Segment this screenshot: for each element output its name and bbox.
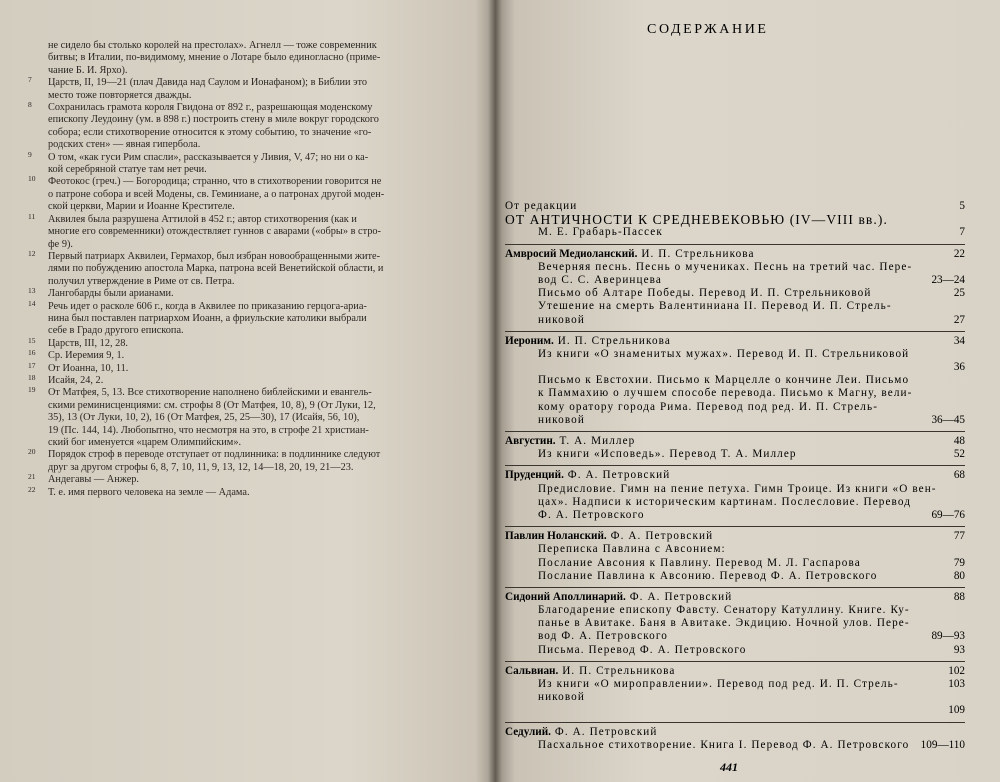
toc-entry-title: ОТ АНТИЧНОСТИ К СРЕДНЕВЕКОВЬЮ (IV—VIII вв.). <box>505 212 888 228</box>
toc-entry <box>505 374 965 387</box>
toc-page-number: 77 <box>953 530 965 543</box>
toc-entry-title: И. П. Стрельникова <box>553 334 671 347</box>
toc-entry-text <box>538 287 871 300</box>
toc-entry <box>505 570 965 583</box>
footnote <box>26 360 466 375</box>
toc-entry-title: От редакции <box>505 200 578 212</box>
toc-entry-text <box>538 226 663 239</box>
footnote <box>26 77 466 102</box>
toc-entry-text <box>505 591 732 604</box>
page-number: 441 <box>720 760 738 774</box>
toc-entry-text <box>505 248 755 261</box>
toc-entry-text <box>538 604 910 617</box>
toc-entry-title: панье в Авитаке. Баня в Авитаке. Экдицию. Ночной улов. Пере- <box>538 617 910 630</box>
section-divider <box>505 722 965 723</box>
footnote-line: себе в Градо другого епископа. <box>48 325 184 337</box>
toc-entry-text <box>538 261 912 274</box>
footnote-number: 21 <box>28 472 36 482</box>
toc-entry <box>505 557 965 570</box>
footnote-line: От Матфея, 5, 13. Все стихотворение наполнено библейскими и евангель- <box>48 387 372 399</box>
toc-page-number: 109 <box>948 704 965 717</box>
toc-entry <box>505 678 965 691</box>
footnote-number: 20 <box>28 447 36 457</box>
section-divider <box>505 661 965 662</box>
toc-author-name: Августин. <box>505 435 556 447</box>
footnote-number: 12 <box>28 248 36 258</box>
footnote-number: 14 <box>28 298 36 308</box>
footnote-number: 22 <box>28 484 36 494</box>
footnote-line: Феотокос (греч.) — Богородица; странно, что в стихотворении говорится не <box>48 176 382 188</box>
toc-author-name: Пруденций. <box>505 469 564 482</box>
footnote-line: собора; если стихотворение относится к этому событию, то значение «го- <box>48 126 372 138</box>
footnote-line: Лангобарды были арианами. <box>48 288 174 300</box>
book-gutter <box>488 0 502 782</box>
toc-entry <box>505 226 965 239</box>
toc-entry <box>505 543 965 556</box>
footnote-number: 10 <box>28 174 36 184</box>
toc-page-number: 27 <box>953 313 965 326</box>
toc-entry <box>505 300 965 313</box>
toc-page-number: 79 <box>953 556 965 569</box>
section-divider <box>505 431 965 432</box>
footnote-line: О том, «как гуси Рим спасли», рассказывается у Ливия, V, 47; но ни о ка- <box>48 151 369 163</box>
footnote <box>26 372 466 387</box>
toc-entry-title: Послание Павлина к Авсонию. Перевод Ф. А. Петровского <box>538 569 878 582</box>
toc-entry <box>505 335 965 348</box>
footnote-number: 19 <box>28 385 36 395</box>
toc-entry <box>505 530 965 543</box>
toc-entry-title: вод С. С. Аверинцева <box>538 273 662 286</box>
toc-entry-title: никовой <box>538 413 585 426</box>
toc-entry-text <box>538 387 912 400</box>
footnote <box>26 387 466 449</box>
toc-author-name: Амвросий Медиоланский. <box>505 247 638 260</box>
footnote-line: нина был поставлен патриархом Иоанн, а фриульские католики выбрали <box>48 312 367 324</box>
toc-entry-title: к Паммахию о лучшем способе перевода. Письмо к Магну, вели- <box>538 387 913 400</box>
toc-entry <box>505 387 965 400</box>
toc-page-number: 25 <box>953 287 965 300</box>
footnote-number: 15 <box>28 335 36 345</box>
toc-page-number: 88 <box>953 590 965 603</box>
section-divider <box>505 244 965 245</box>
toc-entry-text <box>538 509 645 522</box>
footnote-line: битвы; в Италии, по-видимому, мнение о Лотаре было единогласно (приме- <box>48 52 381 64</box>
footnote <box>26 149 466 177</box>
toc-entry <box>505 469 965 482</box>
toc-author-name: Павлин Ноланский. <box>505 530 607 543</box>
footnote-line: Первый патриарх Аквилеи, Гермахор, был избран новообращенными жите- <box>48 250 381 262</box>
toc-entry-title: Ф. А. Петровский <box>563 469 671 482</box>
toc-entry-title: Послание Авсония к Павлину. Перевод М. Л. Гаспарова <box>538 556 861 569</box>
footnote-line: Порядок строф в переводе отступает от подлинника: в подлиннике следуют <box>48 449 381 461</box>
toc-entry <box>505 361 965 374</box>
footnote <box>26 40 466 77</box>
contents-heading: СОДЕРЖАНИЕ <box>647 22 769 37</box>
toc-entry-text <box>505 530 713 543</box>
toc-entry-text <box>538 496 911 509</box>
footnote-line: друг за другом строфы 6, 8, 7, 10, 11, 9, 13, 12, 14—18, 20, 19, 21—23. <box>48 461 354 473</box>
toc-entry-title: Утешение на смерть Валентиниана II. Перевод И. П. Стрель- <box>538 300 892 313</box>
footnote <box>26 176 466 213</box>
toc-page-number: 52 <box>953 448 965 461</box>
section-divider <box>505 526 965 527</box>
section-divider <box>505 587 965 588</box>
toc-entry <box>505 496 965 509</box>
section-divider <box>505 331 965 332</box>
toc-author-name: Иероним. <box>505 334 554 347</box>
toc-entry-title: Из книги «Исповедь». Перевод Т. А. Миллер <box>538 448 797 461</box>
footnote-line: ской церкви, Марии и Иоанне Крестителе. <box>48 201 235 213</box>
toc-entry-title: Т. А. Миллер <box>555 435 636 447</box>
toc-entry-title: никовой <box>538 691 585 704</box>
footnote-number: 17 <box>28 360 36 370</box>
toc-entry-title: Благодарение епископу Фавсту. Сенатору Катуллину. Книге. Ку- <box>538 604 910 617</box>
toc-entry-text <box>538 630 668 643</box>
toc-page-number: 36—45 <box>931 413 965 426</box>
footnote-line: 35), 13 (От Луки, 10, 2), 16 (От Матфея, 25, 25—30), 17 (Исайя, 56, 10), <box>48 412 360 424</box>
toc-entry-text <box>505 435 635 448</box>
footnote-number: 18 <box>28 372 36 382</box>
toc-page-number: 103 <box>948 678 965 690</box>
toc-entry-title: И. П. Стрельникова <box>637 247 755 260</box>
left-page <box>0 0 495 782</box>
footnote-line: лями по побуждению апостола Марка, патрона всей Венетийской области, и <box>48 263 384 275</box>
footnote-number: 9 <box>28 149 32 159</box>
toc-entry <box>505 604 965 617</box>
footnote-line: Сохранилась грамота короля Гвидона от 892 г., разрешающая моденскому <box>48 102 373 114</box>
footnote-line: Т. е. имя первого человека на земле — Адама. <box>48 486 250 498</box>
toc-entry-title: никовой <box>538 313 585 326</box>
toc-entry-text <box>505 335 671 348</box>
toc-entry-text <box>538 348 909 361</box>
toc-entry <box>505 617 965 630</box>
toc-entry-text <box>538 557 861 570</box>
footnote-line: чание Б. И. Ярхо). <box>48 64 128 76</box>
toc-entry <box>505 691 965 704</box>
footnote <box>26 288 466 300</box>
toc-page-number: 22 <box>953 247 965 260</box>
toc-page-number: 68 <box>953 469 965 482</box>
toc-entry-text <box>538 274 662 287</box>
toc-entry-text <box>538 314 585 327</box>
toc-entry-title: М. Е. Грабарь-Пассек <box>538 226 663 239</box>
footnote-line: Царств, II, 19—21 (плач Давида над Саулом и Ионафаном); в Библии это <box>48 77 368 89</box>
toc-entry <box>505 630 965 643</box>
toc-entry-title: Ф. А. Петровский <box>625 590 733 603</box>
footnote-line: кой серебряной статуе там нет речи. <box>48 164 207 176</box>
footnote-line: Исайя, 24, 2. <box>48 374 104 386</box>
toc-entry-title: Письмо об Алтаре Победы. Перевод И. П. Стрельниковой <box>538 287 872 300</box>
footnote-number: 13 <box>28 286 36 296</box>
toc-entry-title: Ф. А. Петровский <box>550 725 658 738</box>
toc-entry-title: вод Ф. А. Петровского <box>538 630 668 643</box>
toc-entry <box>505 448 965 461</box>
toc-entry-title: Письма. Перевод Ф. А. Петровского <box>538 643 747 656</box>
toc-entry-text <box>505 665 675 678</box>
toc-entry-title: Ф. А. Петровского <box>538 508 645 521</box>
toc-section-title <box>505 213 965 226</box>
toc-entry <box>505 261 965 274</box>
footnote-line: Аквилея была разрушена Аттилой в 452 г.; автор стихотворения (как и <box>48 213 357 225</box>
toc-entry-text <box>505 726 657 739</box>
toc-entry-text <box>538 374 909 387</box>
toc-page-number: 69—76 <box>931 508 965 521</box>
footnote-line: От Иоанна, 10, 11. <box>48 362 129 374</box>
toc-entry <box>505 248 965 261</box>
footnote <box>26 474 466 486</box>
footnote <box>26 102 466 152</box>
toc-entry-text <box>538 448 797 461</box>
toc-entry-text <box>538 691 585 704</box>
toc-entry-text <box>538 617 910 630</box>
toc-page-number: 80 <box>953 569 965 582</box>
toc-entry-text <box>538 739 909 752</box>
toc-entry-title: Из книги «О мироправлении». Перевод под ред. И. П. Стрель- <box>538 678 899 690</box>
toc-entry <box>505 287 965 300</box>
toc-entry-title: Пасхальное стихотворение. Книга I. Перевод Ф. А. Петровского <box>538 738 910 751</box>
footnote-line: епископу Леудоину (ум. в 898 г.) построить стену в миле вокруг городского <box>48 114 379 126</box>
toc-entry-title: И. П. Стрельникова <box>558 664 676 677</box>
footnote-number: 8 <box>28 100 32 110</box>
toc-entry <box>505 435 965 448</box>
footnote-line: скими реминисценциями: см. строфы 8 (От Матфея, 10, 8), 9 (От Луки, 12, <box>48 399 376 411</box>
toc-entry <box>505 665 965 678</box>
table-of-contents <box>505 200 965 752</box>
toc-entry-title: Вечерняя песнь. Песнь о мучениках. Песнь на третий час. Пере- <box>538 260 913 273</box>
toc-entry-title: кому оратору города Рима. Перевод под ред. И. П. Стрель- <box>538 400 879 413</box>
toc-page-number: 36 <box>953 361 965 374</box>
toc-entry <box>505 314 965 327</box>
footnote <box>26 484 466 499</box>
footnote-line: 19 (Пс. 144, 14). Любопытно, что несмотря на это, в строфе 21 христиан- <box>48 424 369 436</box>
toc-entry <box>505 509 965 522</box>
footnotes <box>26 40 466 499</box>
footnote <box>26 298 466 338</box>
toc-entry <box>505 414 965 427</box>
toc-entry-text <box>505 213 888 226</box>
toc-entry-text <box>538 570 878 583</box>
footnote-line: Царств, III, 12, 28. <box>48 337 128 349</box>
toc-entry-title: Из книги «О знаменитых мужах». Перевод И. П. Стрельниковой <box>538 347 910 360</box>
toc-page-number: 102 <box>948 664 965 677</box>
toc-page-number: 5 <box>959 200 965 212</box>
footnote-line: фе 9). <box>48 238 73 250</box>
toc-entry-text <box>538 401 878 414</box>
toc-entry <box>505 704 965 717</box>
toc-entry-text <box>538 543 726 556</box>
footnote <box>26 350 466 362</box>
toc-entry-title: Переписка Павлина с Авсонием: <box>538 543 726 556</box>
footnote-line: место тоже повторяется дважды. <box>48 89 192 101</box>
toc-page-number: 89—93 <box>931 630 965 643</box>
toc-page-number: 109—110 <box>920 738 965 751</box>
footnote-line: Ср. Иеремия 9, 1. <box>48 350 125 362</box>
toc-entry-text <box>538 414 585 427</box>
toc-entry <box>505 348 965 361</box>
toc-entry-text <box>538 678 899 691</box>
toc-entry <box>505 591 965 604</box>
footnote-line: Андегавы — Анжер. <box>48 474 139 486</box>
footnote-number: 16 <box>28 348 36 358</box>
section-divider <box>505 465 965 466</box>
toc-entry-text <box>505 469 670 482</box>
toc-entry <box>505 483 965 496</box>
toc-entry <box>505 644 965 657</box>
toc-author-name: Седулий. <box>505 725 551 738</box>
footnote <box>26 211 466 251</box>
toc-entry-title: цах». Надписи к историческим картинам. Послесловие. Перевод <box>538 495 911 508</box>
toc-entry-title: Предисловие. Гимн на пение петуха. Гимн Троице. Из книги «О вен- <box>538 482 937 495</box>
toc-entry-title: Ф. А. Петровский <box>606 530 714 543</box>
footnote-line: многие его современники) отождествляет гуннов с аварами («обры» в стро- <box>48 226 381 238</box>
toc-page-number: 48 <box>953 435 965 447</box>
toc-page-number: 7 <box>959 226 965 239</box>
footnote-line: ский бог именуется «царем Олимпийским». <box>48 437 242 448</box>
toc-author-name: Сальвиан. <box>505 664 559 677</box>
toc-entry <box>505 739 965 752</box>
toc-entry <box>505 274 965 287</box>
toc-entry-text <box>538 483 937 496</box>
toc-entry-text <box>538 644 746 657</box>
toc-author-name: Сидоний Аполлинарий. <box>505 590 626 603</box>
footnote-line: Речь идет о расколе 606 г., когда в Аквилее по приказанию герцога-ариа- <box>48 300 367 312</box>
footnote-line: получил утверждение в Риме от св. Петра. <box>48 275 235 287</box>
toc-page-number: 93 <box>953 643 965 656</box>
footnote <box>26 248 466 288</box>
toc-page-number: 23—24 <box>931 273 965 286</box>
footnote-line: о патроне собора и всей Модены, св. Геминиане, а о патронах другой моден- <box>48 188 385 200</box>
footnote-number: 11 <box>28 211 36 221</box>
footnote-line: не сидело бы столько королей на престолах». Агнелл — тоже современник <box>48 40 377 51</box>
footnote <box>26 335 466 350</box>
toc-entry-text <box>538 300 892 313</box>
footnote-number: 7 <box>28 75 32 85</box>
footnote <box>26 449 466 474</box>
footnote-line: родских стен» — явная гипербола. <box>48 139 201 151</box>
toc-entry-title: Письмо к Евстохии. Письмо к Марцелле о кончине Леи. Письмо <box>538 374 910 387</box>
toc-page-number: 34 <box>953 334 965 347</box>
toc-entry <box>505 726 965 739</box>
toc-entry <box>505 401 965 414</box>
